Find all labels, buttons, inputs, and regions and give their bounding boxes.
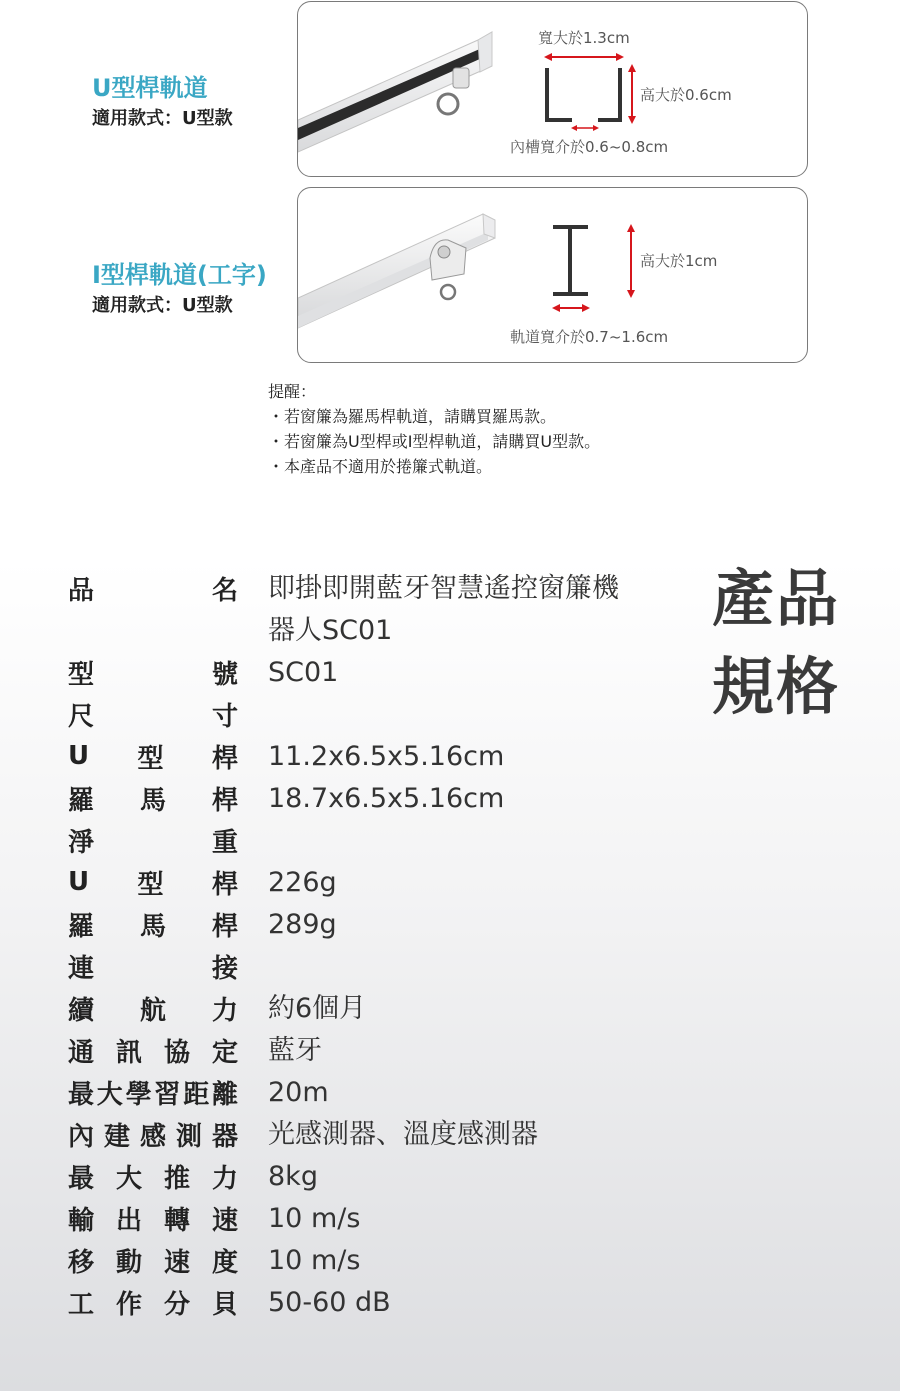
i-rail-subtitle: 適用款式：U型款 — [92, 295, 233, 316]
spec-value: 10 m/s — [268, 1203, 361, 1234]
spec-label-char: 速 — [163, 1247, 190, 1278]
spec-label-char: 名 — [211, 575, 238, 606]
spec-label-char: 習 — [154, 1079, 181, 1110]
spec-value: 8kg — [268, 1161, 318, 1192]
spec-label-char: 通 — [68, 1037, 95, 1068]
i-track-label: 軌道寬介於0.7~1.6cm — [510, 328, 669, 346]
spec-label-char: 度 — [211, 1247, 238, 1278]
u-width-label: 寬大於1.3cm — [538, 29, 630, 47]
spec-label-char: 器 — [211, 1121, 238, 1152]
spec-label — [68, 568, 238, 608]
spec-label-char: U — [68, 867, 90, 897]
spec-label-char: 速 — [211, 1205, 238, 1236]
u-rail-title: U型桿軌道 — [92, 74, 208, 102]
spec-label-char: 最 — [68, 1163, 95, 1194]
u-rail-diagram-card — [297, 1, 808, 177]
spec-value: 18.7x6.5x5.16cm — [268, 783, 505, 814]
spec-label-char: 分 — [163, 1289, 190, 1320]
spec-value: SC01 — [268, 657, 339, 688]
spec-label-char: 建 — [103, 1121, 130, 1152]
spec-label-char: 內 — [68, 1121, 95, 1152]
spec-label-char: 桿 — [211, 869, 238, 900]
spec-label-char: 大 — [115, 1163, 142, 1194]
spec-label-char: 號 — [211, 659, 238, 690]
spec-label — [68, 652, 238, 692]
spec-label — [68, 820, 238, 860]
spec-value: 即掛即開藍牙智慧遙控窗簾機 — [268, 573, 619, 604]
spec-label-char: 工 — [68, 1289, 95, 1320]
spec-value: 20m — [268, 1077, 329, 1108]
spec-label-char: 馬 — [139, 911, 166, 942]
spec-label-char: 移 — [68, 1247, 95, 1278]
spec-label — [68, 1030, 238, 1070]
spec-label-char: 品 — [68, 575, 95, 606]
spec-heading-line: 規格 — [712, 650, 841, 723]
spec-value: 50-60 dB — [268, 1287, 391, 1318]
spec-label — [68, 694, 238, 734]
reminder-item: ・本產品不適用於捲簾式軌道。 — [268, 457, 493, 476]
spec-label — [68, 946, 238, 986]
spec-label-char: 型 — [137, 869, 164, 900]
spec-label-char: 寸 — [211, 701, 238, 732]
spec-value: 器人SC01 — [268, 615, 393, 646]
spec-label-char: 接 — [211, 953, 238, 984]
spec-label — [68, 1282, 238, 1322]
spec-label — [68, 1198, 238, 1238]
i-rail-title: I型桿軌道(工字) — [92, 261, 267, 289]
reminder-item: ・若窗簾為U型桿或I型桿軌道，請購買U型款。 — [268, 432, 601, 451]
spec-label-char: 學 — [125, 1079, 152, 1110]
spec-value: 約6個月 — [268, 993, 367, 1024]
spec-label-char: 桿 — [211, 911, 238, 942]
u-height-label: 高大於0.6cm — [640, 86, 732, 104]
spec-value: 10 m/s — [268, 1245, 361, 1276]
reminder-title: 提醒： — [268, 382, 317, 401]
spec-label-char: 馬 — [139, 785, 166, 816]
spec-label — [68, 1114, 238, 1154]
spec-label-char: 協 — [163, 1037, 190, 1068]
spec-value: 光感測器、溫度感測器 — [268, 1119, 538, 1150]
spec-label-char: 出 — [115, 1205, 142, 1236]
spec-label-char: 力 — [211, 1163, 238, 1194]
spec-value: 226g — [268, 867, 337, 898]
spec-label — [68, 862, 238, 902]
spec-label — [68, 778, 238, 818]
spec-heading — [712, 555, 840, 731]
spec-label — [68, 610, 238, 650]
spec-label-char: 訊 — [115, 1037, 142, 1068]
spec-label-char: 測 — [175, 1121, 202, 1152]
spec-label-char: 淨 — [68, 827, 95, 858]
spec-label-char: 羅 — [68, 785, 95, 816]
spec-label — [68, 1240, 238, 1280]
i-rail-diagram-card — [297, 187, 808, 363]
spec-value: 藍牙 — [268, 1035, 322, 1066]
spec-label-char: U — [68, 741, 90, 771]
spec-label — [68, 904, 238, 944]
spec-label-char: 距 — [183, 1079, 210, 1110]
spec-label-char: 續 — [68, 995, 95, 1026]
spec-value: 289g — [268, 909, 337, 940]
u-inner-label: 內槽寬介於0.6~0.8cm — [510, 138, 669, 156]
spec-label-char: 型 — [137, 743, 164, 774]
spec-label-char: 最 — [68, 1079, 95, 1110]
spec-label-char: 力 — [211, 995, 238, 1026]
spec-label-char: 動 — [115, 1247, 142, 1278]
spec-label-char: 作 — [115, 1289, 142, 1320]
spec-label-char: 型 — [68, 659, 95, 690]
spec-value: 11.2x6.5x5.16cm — [268, 741, 505, 772]
spec-label — [68, 1156, 238, 1196]
spec-label-char: 貝 — [211, 1289, 238, 1320]
spec-label — [68, 736, 238, 776]
spec-label-char: 輸 — [68, 1205, 95, 1236]
spec-label-char: 感 — [139, 1121, 166, 1152]
reminder-block — [268, 379, 600, 479]
spec-label — [68, 1072, 238, 1112]
spec-label-char: 桿 — [211, 785, 238, 816]
spec-label-char: 重 — [211, 827, 238, 858]
i-height-label: 高大於1cm — [640, 252, 718, 270]
spec-heading-line: 產品 — [712, 562, 841, 635]
spec-label-char: 定 — [211, 1037, 238, 1068]
spec-label-char: 航 — [139, 995, 166, 1026]
spec-label-char: 大 — [96, 1079, 123, 1110]
spec-label-char: 轉 — [163, 1205, 190, 1236]
spec-label-char: 羅 — [68, 911, 95, 942]
spec-label-char: 連 — [68, 953, 95, 984]
spec-label-char: 桿 — [211, 743, 238, 774]
spec-label-char: 離 — [211, 1079, 238, 1110]
u-rail-subtitle: 適用款式：U型款 — [92, 108, 233, 129]
reminder-item: ・若窗簾為羅馬桿軌道，請購買羅馬款。 — [268, 407, 557, 426]
spec-label-char: 推 — [163, 1163, 190, 1194]
spec-label — [68, 988, 238, 1028]
spec-label-char: 尺 — [68, 701, 95, 732]
